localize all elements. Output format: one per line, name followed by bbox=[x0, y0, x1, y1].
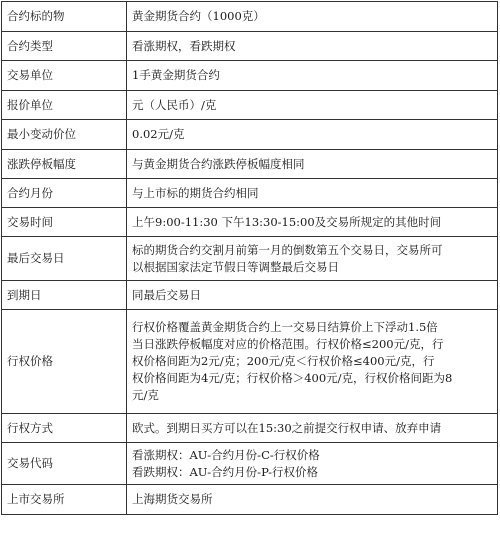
row-label: 行权价格 bbox=[2, 310, 127, 414]
row-value: 上午9:00-11:30 下午13:30-15:00及交易所规定的其他时间 bbox=[127, 208, 498, 237]
row-value: 元（人民币）/克 bbox=[127, 91, 498, 120]
table-row-quote-unit bbox=[2, 91, 498, 120]
row-label: 合约标的物 bbox=[2, 2, 127, 32]
row-label: 到期日 bbox=[2, 281, 127, 310]
table-row-expiration-day bbox=[2, 281, 498, 310]
table-row-underlying bbox=[2, 2, 498, 32]
row-label: 涨跌停板幅度 bbox=[2, 150, 127, 179]
row-value: 看涨期权：AU-合约月份-C-行权价格 看跌期权：AU-合约月份-P-行权价格 bbox=[127, 443, 498, 485]
row-label: 合约类型 bbox=[2, 32, 127, 61]
table-row-trading-unit bbox=[2, 61, 498, 91]
row-label: 报价单位 bbox=[2, 91, 127, 120]
table-row-contract-type bbox=[2, 32, 498, 61]
table-row-last-trading-day bbox=[2, 237, 498, 281]
row-value: 1手黄金期货合约 bbox=[127, 61, 498, 91]
row-value: 标的期货合约交割月前第一月的倒数第五个交易日，交易所可 以根据国家法定节假日等调整最后交易日 bbox=[127, 237, 498, 281]
table-row-strike-price bbox=[2, 310, 498, 414]
row-value: 上海期货交易所 bbox=[127, 485, 498, 515]
table-row-contract-month bbox=[2, 179, 498, 208]
row-value: 与上市标的期货合约相同 bbox=[127, 179, 498, 208]
row-value: 看涨期权，看跌期权 bbox=[127, 32, 498, 61]
table-row-exercise-style bbox=[2, 414, 498, 443]
row-label: 最小变动价位 bbox=[2, 120, 127, 150]
row-value: 行权价格覆盖黄金期货合约上一交易日结算价上下浮动1.5倍 当日涨跌停板幅度对应的价格范围。行权价格≤200元/克，行 权价格间距为2元/克；200元/克＜行权价格≤400元/克，行 权价格间距为4元/克；行权价格＞400元/克，行权价格间距为8 元/克 bbox=[127, 310, 498, 414]
table-row-tick-size bbox=[2, 120, 498, 150]
gold-option-contract-table bbox=[1, 1, 498, 515]
row-value: 0.02元/克 bbox=[127, 120, 498, 150]
row-value: 同最后交易日 bbox=[127, 281, 498, 310]
row-value: 与黄金期货合约涨跌停板幅度相同 bbox=[127, 150, 498, 179]
row-label: 上市交易所 bbox=[2, 485, 127, 515]
table-row-exchange bbox=[2, 485, 498, 515]
row-value: 黄金期货合约（1000克） bbox=[127, 2, 498, 32]
row-label: 行权方式 bbox=[2, 414, 127, 443]
row-value: 欧式。到期日买方可以在15:30之前提交行权申请、放弃申请 bbox=[127, 414, 498, 443]
row-label: 交易代码 bbox=[2, 443, 127, 485]
row-label: 交易单位 bbox=[2, 61, 127, 91]
table-row-price-limit bbox=[2, 150, 498, 179]
row-label: 交易时间 bbox=[2, 208, 127, 237]
table-row-trading-hours bbox=[2, 208, 498, 237]
row-label: 最后交易日 bbox=[2, 237, 127, 281]
row-label: 合约月份 bbox=[2, 179, 127, 208]
table-row-trading-code bbox=[2, 443, 498, 485]
